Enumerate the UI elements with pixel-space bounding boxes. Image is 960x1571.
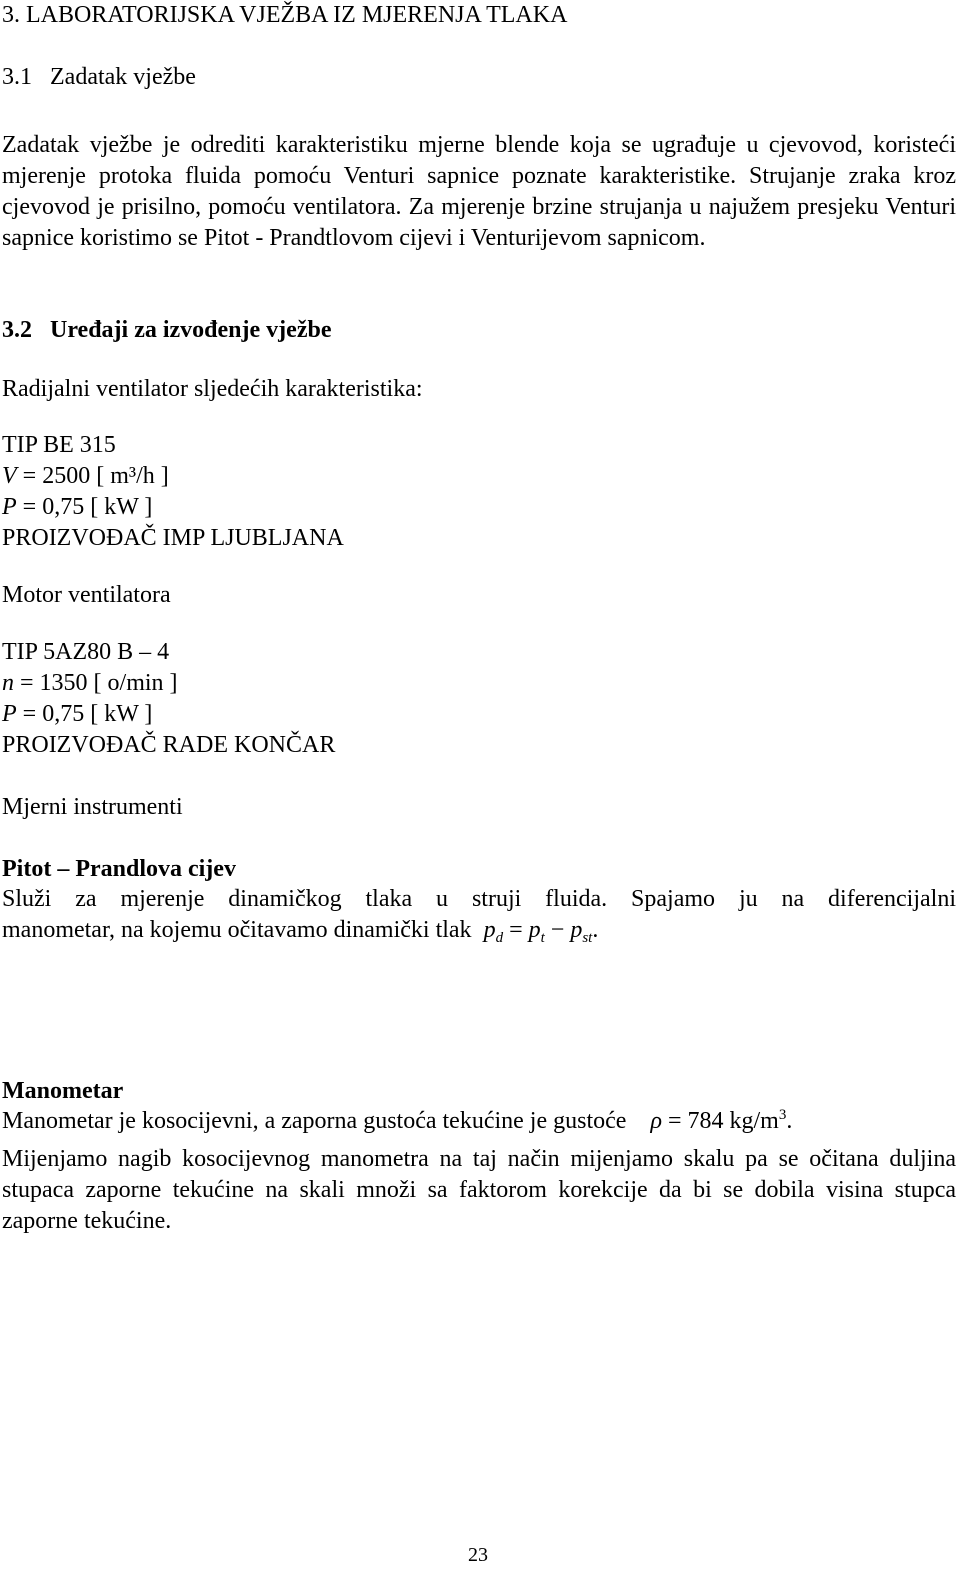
pitot-title: Pitot – Prandlova cijev (2, 856, 236, 882)
dynamic-pressure-formula (483, 917, 599, 946)
chapter-title: 3. LABORATORIJSKA VJEŽBA IZ MJERENJA TLAKA (2, 2, 568, 28)
section-number: 3.1 (2, 64, 32, 90)
fan-power (2, 492, 152, 522)
fan-manufacturer: PROIZVOĐAČ IMP LJUBLJANA (2, 525, 344, 551)
motor-type: TIP 5AZ80 B – 4 (2, 639, 170, 665)
formula-end: . (592, 917, 599, 943)
section-heading-3-2 (2, 315, 331, 345)
section-title: Zadatak vježbe (50, 64, 196, 90)
section-heading-3-1 (2, 62, 196, 92)
rho-exponent: 3 (778, 1107, 787, 1123)
power-symbol: P (2, 494, 17, 520)
formula-sub-t: t (540, 930, 545, 946)
pitot-description (2, 884, 956, 954)
motor-power (2, 699, 152, 729)
pitot-line-2-text: manometar, na kojemu očitavamo dinamički tlak (2, 917, 472, 943)
page-number-text: 23 (468, 1544, 488, 1566)
manometar-title: Manometar (2, 1078, 124, 1104)
section-number: 3.2 (2, 317, 32, 343)
section-title: Uređaji za izvođenje vježbe (50, 317, 332, 343)
motor-manufacturer: PROIZVOĐAČ RADE KONČAR (2, 732, 336, 758)
speed-value: = 1350 [ o/min ] (14, 670, 178, 696)
formula-p: p (483, 917, 496, 943)
rho-value: = 784 kg/m (661, 1108, 779, 1134)
manometar-paragraph-2: Mijenjamo nagib kosocijevnog manometra na taj način mijenjamo skalu pa se očitana duljina stupaca zaporne tekućine na skali množi sa faktorom korekcije da bi se dobila visina stupca zaporne tekućine. (2, 1146, 956, 1234)
pitot-line-1: Služi za mjerenje dinamičkog tlaka u struji fluida. Spajamo ju na diferencijalni (2, 886, 956, 912)
formula-sub-st: st (582, 930, 593, 946)
rho-symbol: ρ (650, 1108, 662, 1134)
fan-type: TIP BE 315 (2, 432, 116, 458)
pitot-line-2 (2, 917, 599, 946)
formula-eq: = (503, 917, 529, 943)
power-symbol: P (2, 701, 17, 727)
rho-end: . (786, 1108, 793, 1134)
fan-flow (2, 461, 169, 491)
power-value: = 0,75 [ kW ] (16, 701, 153, 727)
page-number (0, 1543, 960, 1567)
formula-sub-d: d (495, 930, 504, 946)
formula-p: p (570, 917, 583, 943)
manometar-line-1-text: Manometar je kosocijevni, a zaporna gustoća tekućine je gustoće (2, 1108, 627, 1134)
formula-p: p (528, 917, 541, 943)
power-value: = 0,75 [ kW ] (16, 494, 153, 520)
flow-value: = 2500 [ m³/h ] (16, 463, 169, 489)
flow-symbol: V (2, 463, 17, 489)
motor-heading: Motor ventilatora (2, 582, 171, 608)
fan-intro: Radijalni ventilator sljedećih karakteristika: (2, 376, 423, 402)
motor-speed (2, 668, 178, 698)
task-paragraph: Zadatak vježbe je odrediti karakteristiku mjerne blende koja se ugrađuje u cjevovod, koristeći mjerenje protoka fluida pomoću Venturi sapnice poznate karakteristike. Strujanje zraka kroz cjevovod je prisilno, pomoću ventilatora. Za mjerenje brzine strujanja u najužem presjeku Venturi sapnice koristimo se Pitot - Prandtlovom cijevi i Venturijevom sapnicom. (2, 132, 956, 251)
formula-minus: − (544, 917, 571, 943)
instruments-heading: Mjerni instrumenti (2, 794, 183, 820)
manometar-line-1 (2, 1106, 956, 1137)
speed-symbol: n (2, 670, 14, 696)
